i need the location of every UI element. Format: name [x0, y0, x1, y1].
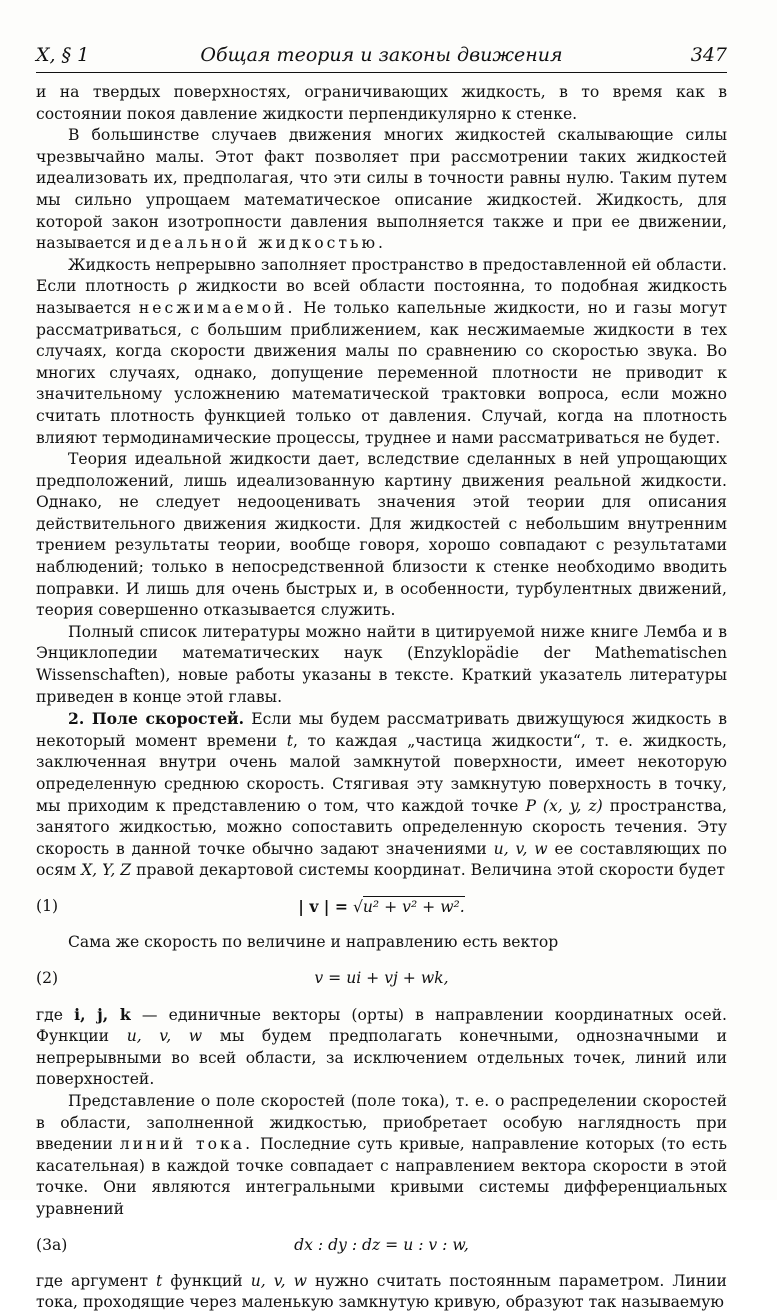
term-incompressible: несжимаемой.: [138, 298, 296, 317]
page-number: 347: [690, 44, 727, 66]
body-text: [36, 82, 727, 1314]
equation-3a: [36, 1225, 727, 1267]
chapter-title: Общая теория и законы движения: [200, 44, 563, 66]
paragraph-continuity: Жидкость непрерывно заполняет пространство в предоставленной ей области. Если плотность ρ жидкости во всей области постоянна, то подобная жидкость называется несжимаемой. Не только капельные жидкости, но и газы могут рассматриваться, с большим приближением, как несжимаемые жидкости в тех случаях, когда скорости движения малы по сравнению со скоростью звука. Во многих случаях, однако, допущение переменной плотности не приводит к значительному усложнению математической трактовки вопроса, если можно считать плотность функцией только от давления. Случай, когда на плотность влияют термодинамические процессы, труднее и нами рассматриваться не будет.: [36, 255, 727, 447]
equation-1: [36, 886, 727, 928]
paragraph-ideal-fluid: В большинстве случаев движения многих жидкостей скалывающие силы чрезвычайно малы. Этот факт позволяет при рассмотрении таких жидкостей идеализовать их, предполагая, что эти силы в точности равны нулю. Таким путем мы сильно упрощаем математическое описание жидкостей. Жидкость, для которой закон изотропности давления выполняется также и при ее движении, называется идеальной жидкостью.: [36, 126, 727, 253]
equation-formula: v = ui + vj + wk,: [314, 968, 449, 987]
paragraph-streamlines: Представление о поле скоростей (поле тока), т. е. о распределении скоростей в области, заполненной жидкостью, приобретает особую наглядность при введении линий тока. Последние суть кривые, направление которых (то есть касательная) в каждой точке совпадает с направлением вектора скорости в этой точке. Они являются интегральными кривыми системы дифференциальных уравнений: [36, 1091, 728, 1218]
equation-formula: | v | = √u² + v² + w².: [298, 896, 465, 916]
running-header: [36, 42, 727, 73]
paragraph-continued: и на твердых поверхностях, ограничивающих жидкость, в то время как в состоянии покоя давление жидкости перпендикулярно к стенке.: [36, 83, 727, 123]
equation-number: (2): [36, 968, 59, 987]
paragraph-literature: Полный список литературы можно найти в цитируемой ниже книге Лемба и в Энциклопедии математических наук (Enzyklopädie der Mathematischen Wissenschaften), новые работы указаны в тексте. Краткий указатель литературы приведен в конце этой главы.: [36, 622, 727, 706]
section-label: X, § 1: [36, 44, 90, 66]
paragraph-theory: Теория идеальной жидкости дает, вследствие сделанных в ней упрощающих предположений, лишь идеализованную картину движения реальной жидкости. Однако, не следует недооценивать значения этой теории для описания действительного движения жидкости. Для жидкостей с небольшим внутренним трением результаты теории, вообще говоря, хорошо совпадают с результатами наблюдений; только в непосредственной близости к стенке необходимо вводить поправки. И лишь для очень быстрых и, в особенности, турбулентных движений, теория совершенно отказывается служить.: [36, 450, 727, 620]
equation-number: (3a): [36, 1235, 68, 1254]
paragraph-velocity-field: 2. Поле скоростей. Если мы будем рассматривать движущуюся жидкость в некоторый момент времени t, то каждая „частица жидкости“, т. е. жидкость, заключенная внутри очень малой замкнутой поверхности, имеет некоторую определенную среднюю скорость. Стягивая эту замкнутую поверхность в точку, мы приходим к представлению о том, что каждой точке P (x, y, z) пространства, занятого жидкостью, можно сопоставить определенную скорость течения. Эту скорость в данной точке обычно задают значениями u, v, w ее составляющих по осям X, Y, Z правой декартовой системы координат. Величина этой скорости будет: [36, 709, 727, 880]
equation-2: [36, 958, 727, 1000]
equation-number: (1): [36, 896, 59, 915]
section-heading: 2. Поле скоростей.: [68, 709, 245, 729]
term-streamlines: линий тока.: [119, 1135, 254, 1154]
term-ideal-fluid: идеальной жидкостью.: [136, 234, 386, 253]
paragraph-final: где аргумент t функций u, v, w нужно считать постоянным параметром. Линии тока, проходящие через маленькую замкнутую кривую, образуют так называемую: [36, 1271, 727, 1312]
equation-formula: dx : dy : dz = u : v : w,: [294, 1235, 469, 1254]
paragraph-vector-intro: Сама же скорость по величине и направлению есть вектор: [68, 932, 559, 951]
paragraph-unit-vectors: где i, j, k — единичные векторы (орты) в направлении координатных осей. Функции u, v, w мы будем предполагать конечными, однозначными и непрерывными во всей области, за исключением отдельных точек, линий или поверхностей.: [36, 1004, 727, 1089]
